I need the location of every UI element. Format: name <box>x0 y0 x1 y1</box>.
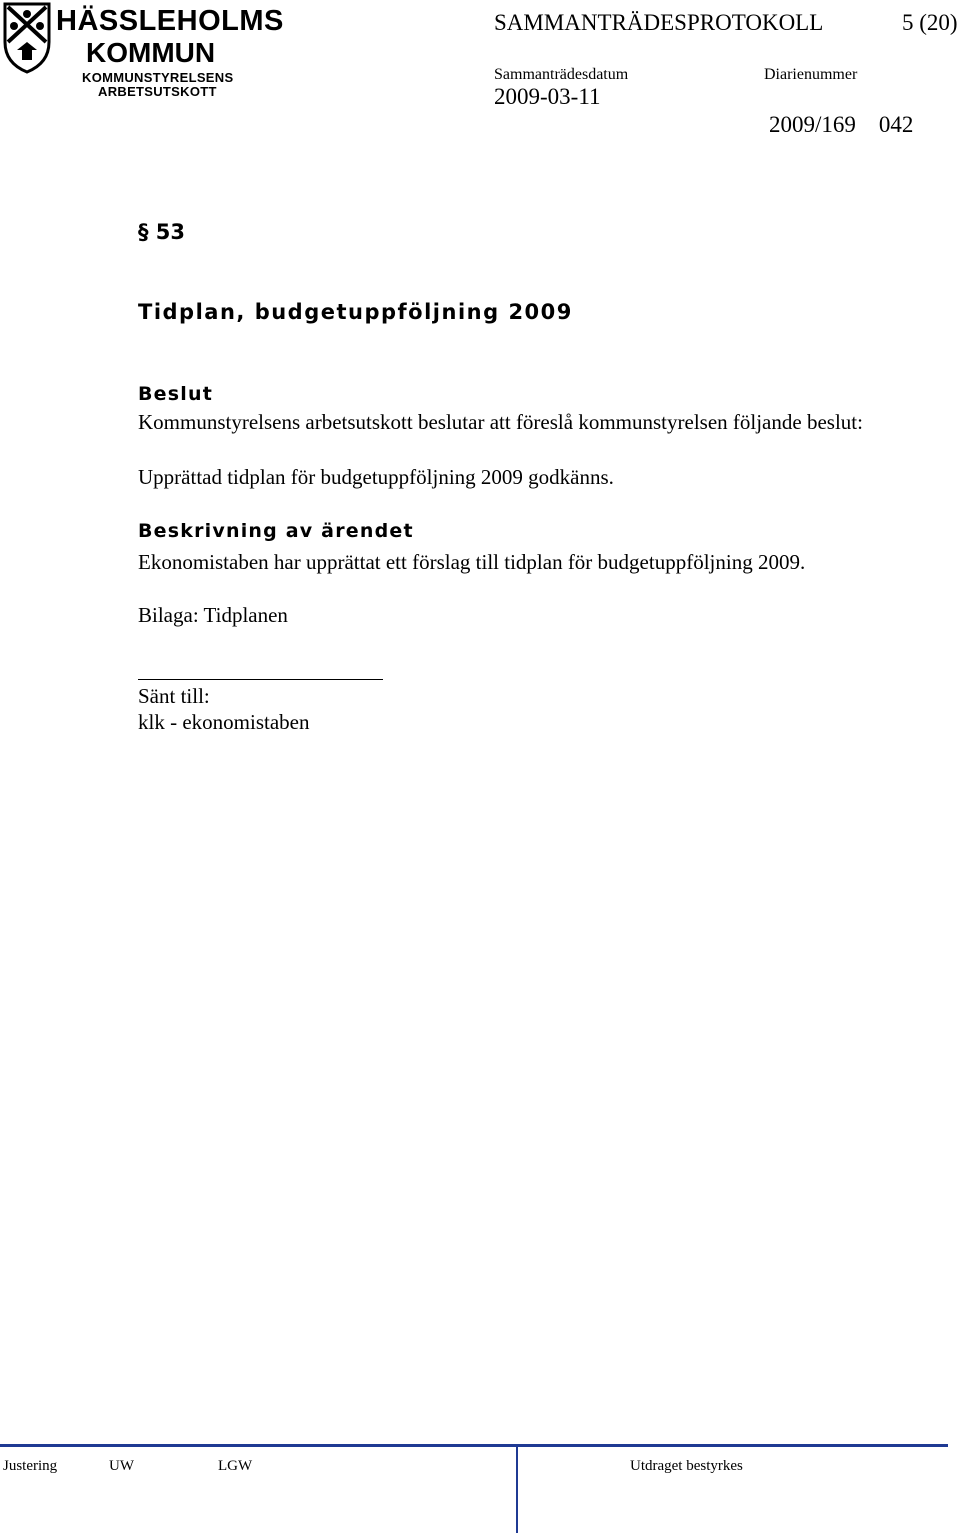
sent-to-label: Sänt till: <box>138 684 210 708</box>
logo-name-line: HÄSSLEHOLMS <box>56 5 284 37</box>
page-number: 5 (20) <box>902 10 958 35</box>
decision-heading: Beslut <box>138 383 213 405</box>
separator-line <box>138 679 383 680</box>
sent-to-recipient: klk - ekonomistaben <box>138 710 310 734</box>
registration-number: 2009/169 042 <box>769 112 914 137</box>
footer-certified-label: Utdraget bestyrkes <box>630 1458 743 1474</box>
logo-kommun-line: KOMMUN <box>86 37 216 68</box>
meeting-date-label: Sammanträdesdatum <box>494 66 629 83</box>
coat-of-arms-icon <box>2 2 52 74</box>
description-heading: Beskrivning av ärendet <box>138 520 414 542</box>
logo-committee-line: KOMMUNSTYRELSENS <box>82 70 234 85</box>
footer-rule <box>0 1444 948 1447</box>
decision-item: Upprättad tidplan för budgetuppföljning 2009 godkänns. <box>138 465 614 489</box>
footer-divider <box>516 1444 518 1533</box>
footer-signature-initials-2: LGW <box>218 1458 253 1474</box>
footer-justering-label: Justering <box>3 1458 58 1474</box>
section-title: Tidplan, budgetuppföljning 2009 <box>138 300 573 324</box>
paragraph-number: § 53 <box>138 220 186 244</box>
footer-signature-initials: UW <box>109 1458 134 1474</box>
document-title: SAMMANTRÄDESPROTOKOLL <box>494 10 824 35</box>
registration-number-label: Diarienummer <box>764 66 858 83</box>
decision-text: Kommunstyrelsens arbetsutskott beslutar att föreslå kommunstyrelsen följande beslut: <box>138 410 863 434</box>
municipality-logo <box>2 2 284 102</box>
logo-committee-line-2: ARBETSUTSKOTT <box>98 84 217 99</box>
attachment-note: Bilaga: Tidplanen <box>138 603 288 627</box>
meeting-date: 2009-03-11 <box>494 84 601 109</box>
description-text: Ekonomistaben har upprättat ett förslag till tidplan för budgetuppföljning 2009. <box>138 550 806 574</box>
